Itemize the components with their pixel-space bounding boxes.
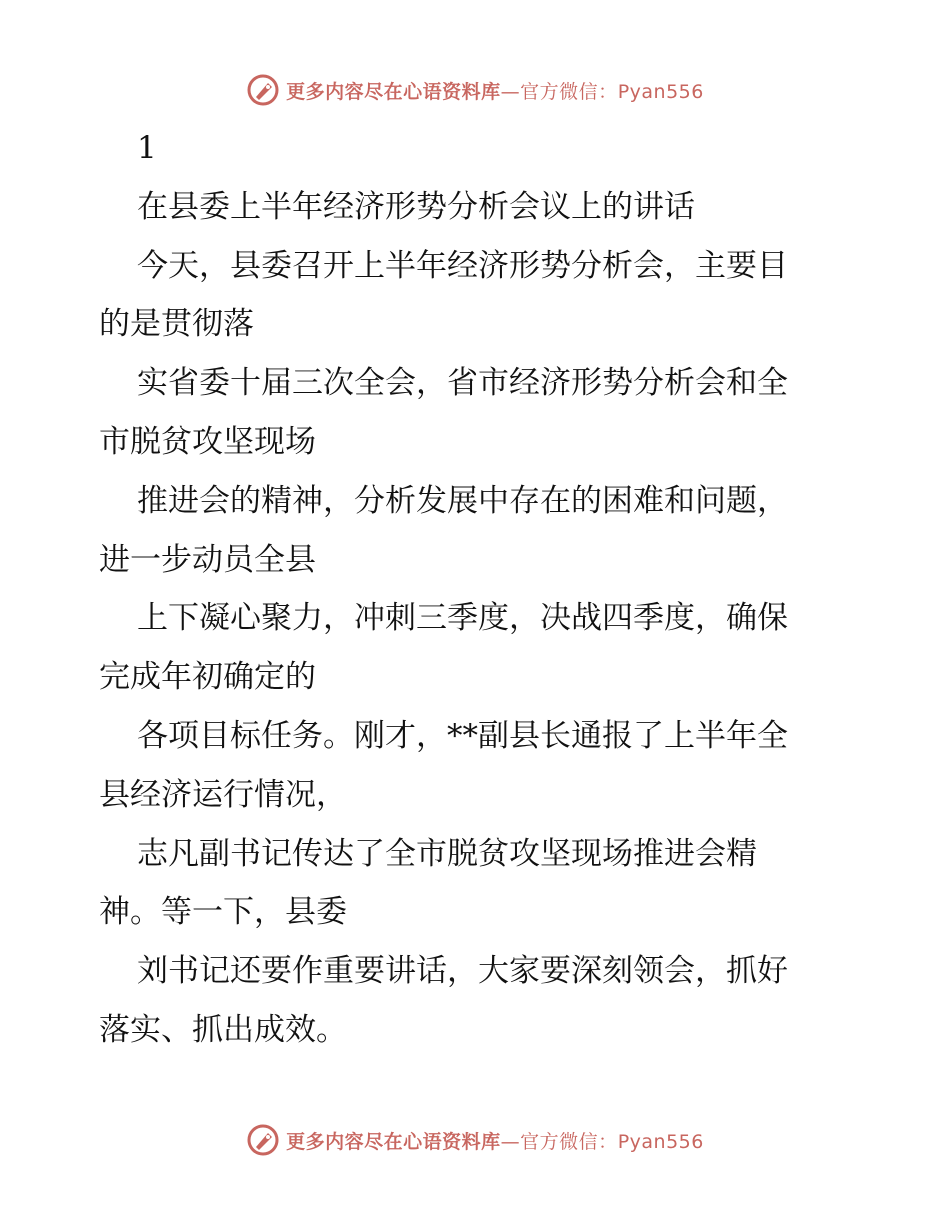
header-watermark: [0, 70, 950, 110]
text-line: 刘书记还要作重要讲话，大家要深刻领会，抓好: [137, 953, 788, 990]
text-line: 实省委十届三次全会，省市经济形势分析会和全: [137, 365, 788, 402]
document-body: [99, 119, 859, 1060]
pen-nib-logo-icon: [246, 1123, 280, 1157]
text-line: 今天，县委召开上半年经济形势分析会，主要目: [137, 247, 788, 284]
text-line: 落实、抓出成效。: [99, 1011, 347, 1048]
text-line: 志凡副书记传达了全市脱贫攻坚现场推进会精: [137, 835, 757, 872]
paragraph-lines: [99, 178, 859, 1060]
watermark-text: 更多内容尽在心语资料库—官方微信：Pyan556: [286, 1130, 704, 1153]
text-line: 县经济运行情况，: [99, 776, 347, 813]
text-line: 完成年初确定的: [99, 659, 316, 696]
text-line: 神。等一下，县委: [99, 894, 347, 931]
text-line: 各项目标任务。刚才，**副县长通报了上半年全: [137, 717, 788, 754]
text-line: 在县委上半年经济形势分析会议上的讲话: [137, 188, 695, 225]
text-line: 市脱贫攻坚现场: [99, 423, 316, 460]
watermark-text: 更多内容尽在心语资料库—官方微信：Pyan556: [286, 80, 704, 103]
text-line: 上下凝心聚力，冲刺三季度，决战四季度，确保: [137, 600, 788, 637]
pen-nib-logo-icon: [246, 73, 280, 107]
text-line: 推进会的精神，分析发展中存在的困难和问题，: [137, 482, 788, 519]
footer-watermark: [0, 1120, 950, 1160]
text-line: 的是贯彻落: [99, 306, 254, 343]
page-number: 1: [137, 130, 157, 166]
text-line: 进一步动员全县: [99, 541, 316, 578]
